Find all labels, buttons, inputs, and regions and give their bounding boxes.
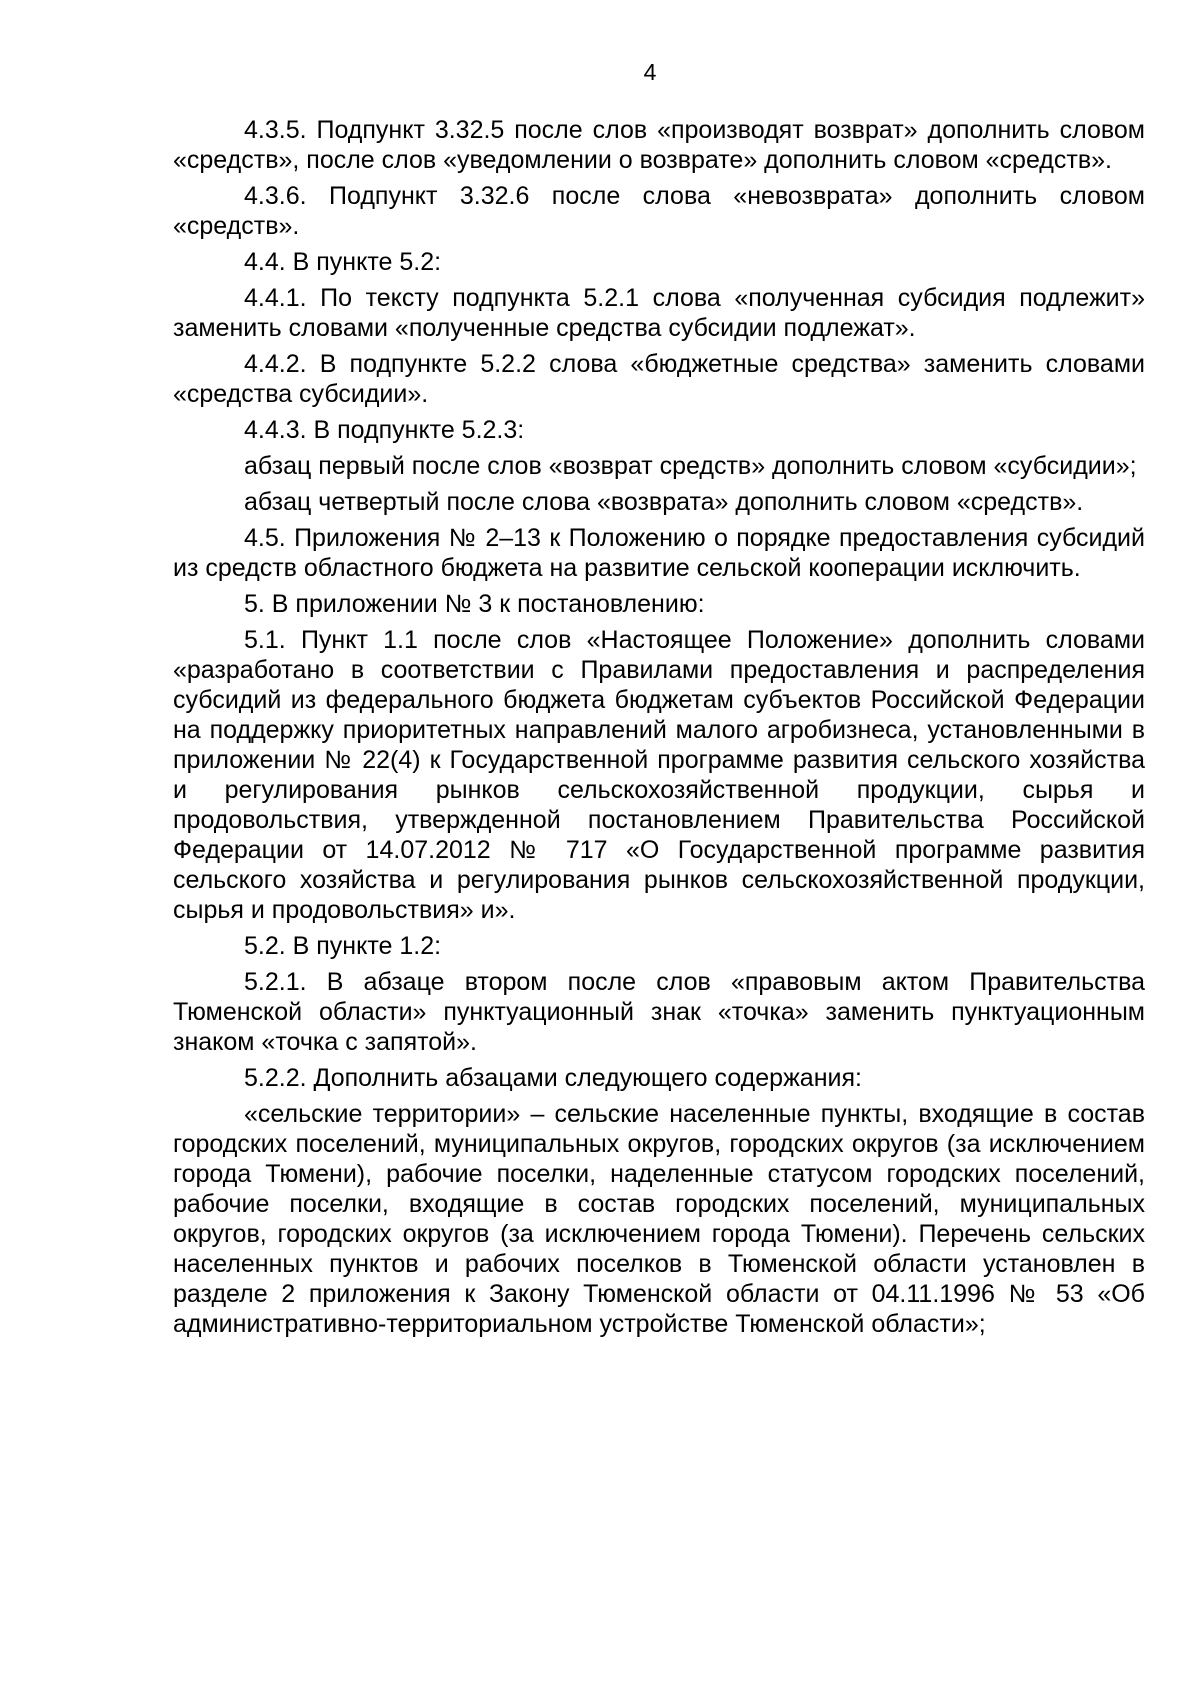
paragraph-5-2-1: 5.2.1. В абзаце втором после слов «правовым актом Правительства Тюменской области» пунктуационный знак «точка» заменить пунктуационным знаком «точка с запятой». — [173, 968, 1145, 1056]
paragraph-rural-territories: «сельские территории» – сельские населенные пункты, входящие в состав городских поселений, муниципальных округов, городских округов (за исключением города Тюмени), рабочие поселки, наделенные статусом городских поселений, рабочие поселки, входящие в состав городских поселений, муниципальных округов, городских округов (за исключением города Тюмени). Перечень сельских населенных пунктов и рабочих поселков в Тюменской области установлен в разделе 2 приложения к Закону Тюменской области от 04.11.1996 № 53 «Об административно-территориальном устройстве Тюменской области»; — [173, 1100, 1145, 1338]
paragraph-4-5: 4.5. Приложения № 2–13 к Положению о порядке предоставления субсидий из средств областного бюджета на развитие сельской кооперации исключить. — [173, 524, 1145, 582]
paragraph-abzac-first: абзац первый после слов «возврат средств» дополнить словом «субсидии»; — [244, 452, 1137, 480]
document-body — [173, 115, 1145, 1345]
paragraph-4-4-1: 4.4.1. По тексту подпункта 5.2.1 слова «полученная субсидия подлежит» заменить словами «полученные средства субсидии подлежат». — [173, 284, 1145, 342]
paragraph-4-3-6: 4.3.6. Подпункт 3.32.6 после слова «невозврата» дополнить словом «средств». — [173, 182, 1145, 240]
paragraph-5-1: 5.1. Пункт 1.1 после слов «Настоящее Положение» дополнить словами «разработано в соответствии с Правилами предоставления и распределения субсидий из федерального бюджета бюджетам субъектов Российской Федерации на поддержку приоритетных направлений малого агробизнеса, установленными в приложении № 22(4) к Государственной программе развития сельского хозяйства и регулирования рынков сельскохозяйственной продукции, сырья и продовольствия, утвержденной постановлением Правительства Российской Федерации от 14.07.2012 № 717 «О Государственной программе развития сельского хозяйства и регулирования рынков сельскохозяйственной продукции, сырья и продовольствия» и». — [173, 626, 1145, 924]
paragraph-4-4-2: 4.4.2. В подпункте 5.2.2 слова «бюджетные средства» заменить словами «средства субсидии». — [173, 350, 1145, 408]
paragraph-5-2-2: 5.2.2. Дополнить абзацами следующего содержания: — [244, 1064, 862, 1092]
paragraph-5: 5. В приложении № 3 к постановлению: — [244, 590, 705, 618]
paragraph-4-4: 4.4. В пункте 5.2: — [244, 248, 442, 276]
paragraph-abzac-fourth: абзац четвертый после слова «возврата» дополнить словом «средств». — [244, 488, 1084, 516]
paragraph-4-3-5: 4.3.5. Подпункт 3.32.5 после слов «производят возврат» дополнить словом «средств», после слов «уведомлении о возврате» дополнить словом «средств». — [173, 116, 1145, 174]
paragraph-5-2: 5.2. В пункте 1.2: — [244, 932, 442, 960]
paragraph-4-4-3: 4.4.3. В подпункте 5.2.3: — [244, 416, 525, 444]
page-number: 4 — [643, 59, 657, 85]
